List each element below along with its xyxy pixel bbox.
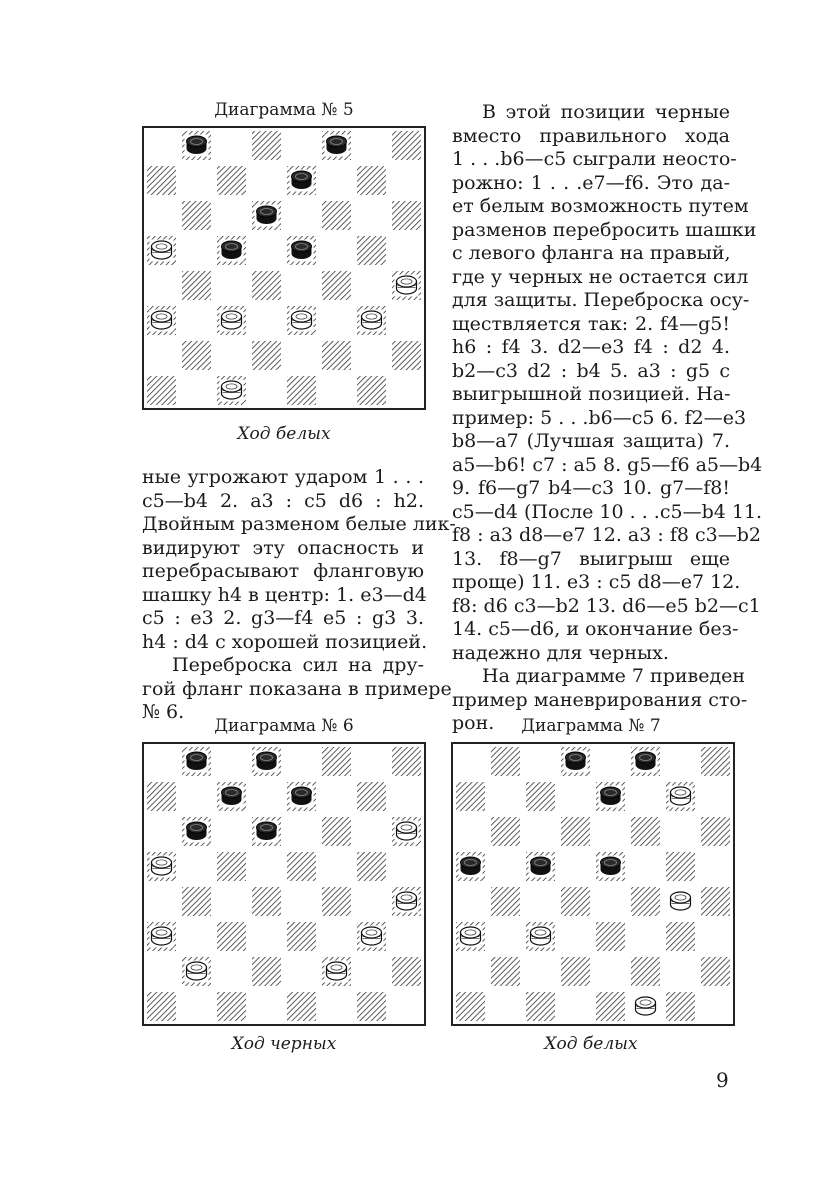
white-piece-c3 [220, 310, 244, 332]
diagram-7-board-svg [453, 744, 733, 1024]
white-piece-g3 [360, 926, 384, 948]
dark-square [287, 922, 316, 951]
white-piece-h6 [395, 821, 419, 843]
left-column-text [142, 466, 456, 725]
black-piece-e7 [290, 170, 314, 192]
diagram-7-subcaption: Ход белых [544, 1034, 638, 1054]
dark-square [217, 992, 246, 1021]
white-piece-e3 [290, 310, 314, 332]
dark-square [456, 992, 485, 1021]
black-piece-d8 [255, 751, 279, 773]
left-paragraph-1 [142, 466, 456, 654]
dark-square [147, 992, 176, 1021]
text-line: пример: 5 . . .b6—c5 6. f2—e3 [452, 406, 747, 429]
diagram-6-subcaption: Ход черных [231, 1034, 337, 1054]
dark-square [701, 817, 730, 846]
text-line: рожно: 1 . . .e7—f6. Это да- [452, 171, 730, 194]
diagram-5-board-svg [144, 128, 424, 408]
text-line: h4 : d4 с хорошей позицией. [142, 630, 428, 653]
dark-square [357, 992, 386, 1021]
dark-square [456, 782, 485, 811]
text-line: надежно для черных. [452, 641, 669, 664]
white-piece-f1 [634, 996, 658, 1018]
dark-square [287, 376, 316, 405]
dark-square [182, 271, 211, 300]
text-line: c5—d4 (После 10 . . .c5—b4 11. [452, 500, 763, 523]
dark-square [526, 782, 555, 811]
text-line: c5 : e3 2. g3—f4 e5 : g3 3. [142, 607, 424, 629]
text-line: 14. c5—d6, и окончание без- [452, 618, 739, 640]
dark-square [252, 131, 281, 160]
dark-square [666, 992, 695, 1021]
text-line: шашку h4 в центр: 1. e3—d4 [142, 583, 427, 606]
white-piece-c1 [220, 380, 244, 402]
text-line: проще) 11. e3 : c5 d8—e7 12. [452, 571, 741, 593]
dark-square [666, 922, 695, 951]
black-piece-b8 [185, 751, 209, 773]
text-line: видируют эту опасность и [142, 536, 424, 559]
dark-square [147, 166, 176, 195]
dark-square [561, 887, 590, 916]
dark-square [357, 236, 386, 265]
dark-square [217, 922, 246, 951]
white-piece-a3 [150, 310, 174, 332]
dark-square [182, 887, 211, 916]
text-line: ные угрожают ударом 1 . . . [142, 466, 424, 488]
black-piece-c5 [220, 240, 244, 262]
dark-square [147, 376, 176, 405]
text-line: f8 : a3 d8—e7 12. a3 : f8 c3—b2 [452, 524, 761, 546]
black-piece-e5 [290, 240, 314, 262]
white-piece-a3 [459, 926, 483, 948]
dark-square [392, 957, 421, 986]
text-line: b8—a7 (Лучшая защита) 7. [452, 430, 730, 452]
dark-square [252, 271, 281, 300]
dark-square [322, 271, 351, 300]
white-piece-b2 [185, 961, 209, 983]
text-line: № 6. [142, 701, 185, 723]
text-line: гой фланг показана в примере [142, 677, 452, 700]
dark-square [182, 201, 211, 230]
text-line: выигрышной позицией. На- [452, 383, 731, 405]
dark-square [392, 747, 421, 776]
dark-square [561, 817, 590, 846]
black-piece-c5 [529, 856, 553, 878]
right-column-text [452, 101, 763, 736]
text-line: h6 : f4 3. d2—e3 f4 : d2 4. [452, 336, 730, 358]
black-piece-b8 [185, 135, 209, 157]
dark-square [217, 852, 246, 881]
dark-square [491, 887, 520, 916]
dark-square [631, 817, 660, 846]
text-line: с левого фланга на правый, [452, 242, 731, 264]
dark-square [596, 992, 625, 1021]
dark-square [322, 817, 351, 846]
text-line: для защиты. Переброска осу- [452, 289, 750, 311]
dark-square [287, 992, 316, 1021]
dark-square [182, 341, 211, 370]
black-piece-e7 [599, 786, 623, 808]
left-paragraph-2 [142, 654, 452, 725]
text-line: На диаграмме 7 приведен [482, 665, 746, 687]
dark-square [392, 341, 421, 370]
diagram-6-board-svg [144, 744, 424, 1024]
page-number: 9 [716, 1068, 729, 1092]
white-piece-g7 [669, 786, 693, 808]
black-piece-c7 [220, 786, 244, 808]
text-line: рон. [452, 712, 495, 734]
text-line: разменов перебросить шашки [452, 218, 757, 241]
dark-square [491, 817, 520, 846]
black-piece-f8 [325, 135, 349, 157]
dark-square [701, 957, 730, 986]
black-piece-a5 [459, 856, 483, 878]
dark-square [631, 957, 660, 986]
black-piece-d6 [255, 205, 279, 227]
diagram-5-caption: Диаграмма № 5 [214, 100, 354, 120]
text-line: a5—b6! c7 : a5 8. g5—f6 a5—b4 [452, 453, 763, 476]
text-line: Переброска сил на дру- [172, 654, 424, 676]
dark-square [666, 852, 695, 881]
dark-square [357, 376, 386, 405]
text-line: 9. f6—g7 b4—c3 10. g7—f8! [452, 477, 730, 499]
white-piece-a3 [150, 926, 174, 948]
text-line: перебрасывают фланговую [142, 560, 424, 582]
white-piece-a5 [150, 856, 174, 878]
dark-square [392, 131, 421, 160]
white-piece-c3 [529, 926, 553, 948]
black-piece-b6 [185, 821, 209, 843]
text-line: ществляется так: 2. f4—g5! [452, 312, 730, 335]
dark-square [217, 166, 246, 195]
dark-square [322, 201, 351, 230]
dark-square [322, 747, 351, 776]
white-piece-g3 [360, 310, 384, 332]
text-line: 1 . . .b6—c5 сыграли неосто- [452, 148, 737, 170]
dark-square [322, 887, 351, 916]
dark-square [322, 341, 351, 370]
dark-square [701, 887, 730, 916]
diagram-6-board [142, 742, 426, 1026]
text-line: Двойным разменом белые лик- [142, 513, 456, 535]
dark-square [357, 166, 386, 195]
text-line: 13. f8—g7 выигрыш еще [452, 547, 730, 570]
text-line: b2—c3 d2 : b4 5. a3 : g5 с [452, 359, 730, 382]
text-line: вместо правильного хода [452, 124, 730, 147]
text-line: где у черных не остается сил [452, 265, 749, 288]
dark-square [287, 852, 316, 881]
right-paragraph-1 [452, 101, 763, 665]
black-piece-e5 [599, 856, 623, 878]
dark-square [357, 852, 386, 881]
dark-square [252, 887, 281, 916]
black-piece-f8 [634, 751, 658, 773]
text-line: c5—b4 2. a3 : c5 d6 : h2. [142, 489, 424, 512]
dark-square [491, 957, 520, 986]
dark-square [631, 887, 660, 916]
text-line: пример маневрирования сто- [452, 688, 748, 711]
black-piece-d8 [564, 751, 588, 773]
white-piece-f2 [325, 961, 349, 983]
diagram-5-subcaption: Ход белых [237, 424, 331, 444]
text-line: f8: d6 c3—b2 13. d6—e5 b2—c1 [452, 594, 761, 617]
text-line: ет белым возможность путем [452, 195, 749, 217]
black-piece-d6 [255, 821, 279, 843]
dark-square [147, 782, 176, 811]
dark-square [596, 922, 625, 951]
diagram-5-board [142, 126, 426, 410]
white-piece-a5 [150, 240, 174, 262]
dark-square [252, 957, 281, 986]
white-piece-h4 [395, 891, 419, 913]
white-piece-g4 [669, 891, 693, 913]
white-piece-h4 [395, 275, 419, 297]
black-piece-e7 [290, 786, 314, 808]
diagram-6-caption: Диаграмма № 6 [214, 716, 354, 736]
diagram-7-caption: Диаграмма № 7 [521, 716, 661, 736]
text-line: В этой позиции черные [482, 101, 730, 123]
dark-square [252, 341, 281, 370]
dark-square [392, 201, 421, 230]
dark-square [526, 992, 555, 1021]
dark-square [491, 747, 520, 776]
diagram-7-board [451, 742, 735, 1026]
dark-square [357, 782, 386, 811]
dark-square [561, 957, 590, 986]
dark-square [701, 747, 730, 776]
